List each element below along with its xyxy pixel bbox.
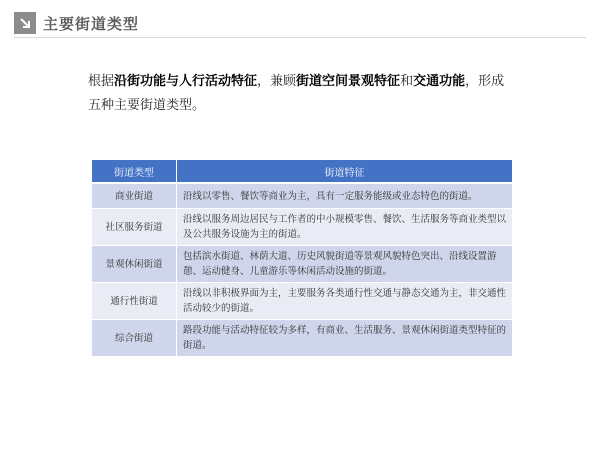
table-row bbox=[92, 183, 512, 209]
intro-bold-3: 交通功能 bbox=[413, 74, 466, 89]
street-type-cell: 综合街道 bbox=[92, 320, 177, 357]
street-type-cell: 社区服务街道 bbox=[92, 209, 177, 246]
street-type-cell: 通行性街道 bbox=[92, 283, 177, 320]
table-row bbox=[92, 209, 512, 246]
intro-text-3: 和 bbox=[400, 74, 414, 89]
table-row bbox=[92, 283, 512, 320]
column-header-type: 街道类型 bbox=[92, 160, 177, 183]
street-feature-cell: 路段功能与活动特征较为多样，有商业、生活服务、景观休闲街道类型特征的街道。 bbox=[177, 320, 513, 357]
page-header bbox=[14, 12, 139, 34]
intro-bold-2: 街道空间景观特征 bbox=[296, 74, 401, 89]
street-types-table bbox=[92, 160, 512, 357]
street-feature-cell: 包括滨水街道、林荫大道、历史风貌街道等景观风貌特色突出、沿线设置游憩、运动健身、儿童游乐等休闲活动设施的街道。 bbox=[177, 246, 513, 283]
intro-bold-1: 沿街功能与人行活动特征 bbox=[114, 74, 258, 89]
arrow-down-right-icon bbox=[14, 12, 36, 34]
street-feature-cell: 沿线以服务周边居民与工作者的中小规模零售、餐饮、生活服务等商业类型以及公共服务设施为主的街道。 bbox=[177, 209, 513, 246]
page-title: 主要街道类型 bbox=[43, 14, 140, 33]
intro-text-4: ，形成五种主要街道类型。 bbox=[88, 74, 505, 113]
table-row bbox=[92, 246, 512, 283]
street-feature-cell: 沿线以非积极界面为主，主要服务各类通行性交通与静态交通为主，非交通性活动较少的街道。 bbox=[177, 283, 513, 320]
street-type-cell: 景观休闲街道 bbox=[92, 246, 177, 283]
street-feature-cell: 沿线以零售、餐饮等商业为主，具有一定服务能级或业态特色的街道。 bbox=[177, 183, 513, 209]
intro-paragraph bbox=[88, 70, 508, 118]
intro-text-2: ，兼顾 bbox=[257, 74, 297, 89]
street-type-cell: 商业街道 bbox=[92, 183, 177, 209]
column-header-feature: 街道特征 bbox=[177, 160, 513, 183]
table-header-row bbox=[92, 160, 512, 183]
header-divider bbox=[14, 37, 586, 38]
table-row bbox=[92, 320, 512, 357]
intro-text-1: 根据 bbox=[88, 74, 115, 89]
